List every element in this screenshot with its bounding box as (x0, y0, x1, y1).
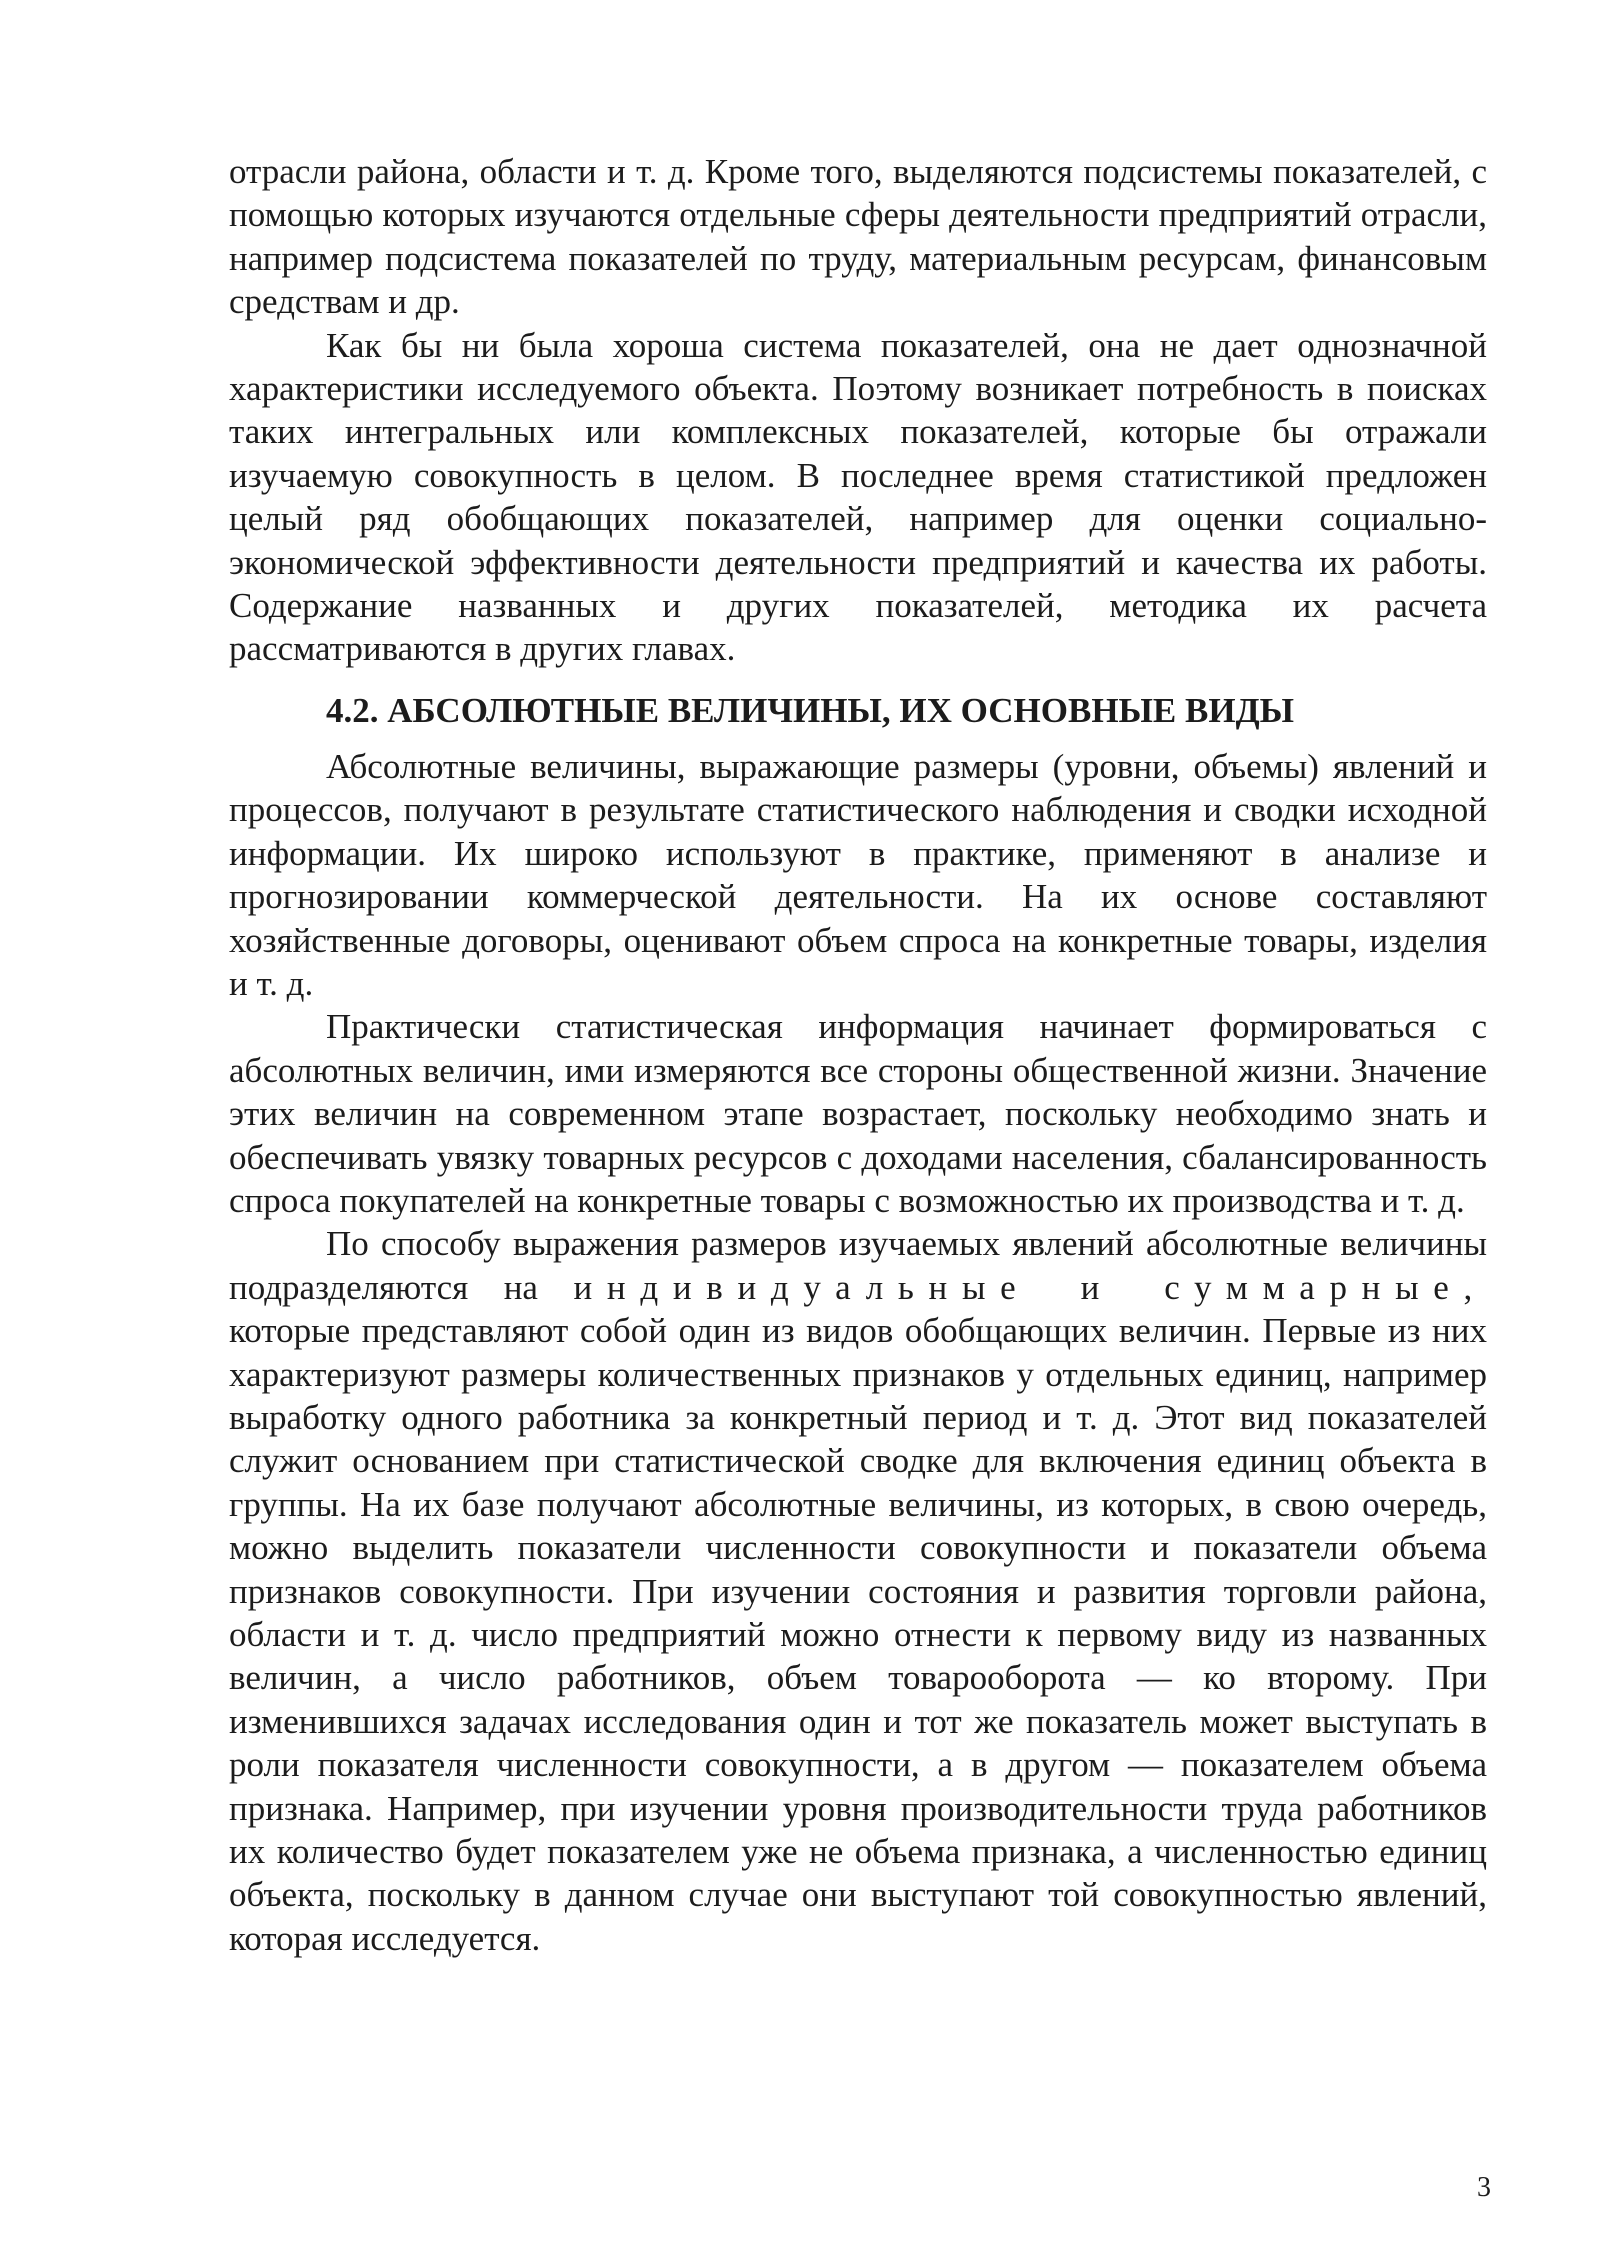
paragraph-text: По способу выражения размеров изучаемых явлений абсолютные величины подразделяются на (229, 1224, 1487, 1307)
paragraph-text: которые представляют собой один из видов обобщающих величин. Первые из них характеризуют размеры количественных признаков у отдельных единиц, например выработку одного работника за конкретный период и т. д. Этот вид показателей служит основанием при статистической сводке для включения единиц объекта в группы. На их базе получают абсолютные величины, из которых, в свою очередь, можно выделить показатели численности совокупности и показатели объема признаков совокупности. При изучении состояния и развития торговли района, области и т. д. число предприятий можно отнести к первому виду из названных величин, а число работников, объем товарооборота — ко второму. При изменившихся задачах исследования один и тот же показатель может выступать в роли показателя численности совокупности, а в другом — показателем объема признака. Например, при изучении уровня производительности труда работников их количество будет показателем уже не объема признака, а численностью единиц объекта, поскольку в данном случае они выступают той совокупностью явлений, которая исследуется. (229, 1311, 1487, 1958)
paragraph-types-of-absolute-values (229, 1222, 1487, 1960)
paragraph-continuation: отрасли района, области и т. д. Кроме того, выделяются подсистемы показателей, с помощью которых изучаются отдельные сферы деятельности предприятий отрасли, например подсистема показателей по труду, материальным ресурсам, финансовым средствам и др. (229, 152, 1487, 322)
conjunction: и (1030, 1267, 1165, 1307)
page-number: 3 (1477, 2172, 1491, 2203)
paragraph-system-of-indicators: Как бы ни была хороша система показателей, она не дает однозначной характеристики исследуемого объекта. Поэтому возникает потребность в поисках таких интегральных или комплексных показателей, которые бы отражали изучаемую совокупность в целом. В последнее время статистикой предложен целый ряд обобщающих показателей, например для оценки социально-экономической эффективности деятельности предприятий и качества их работы. Содержание названных и других показателей, методика их расчета рассматриваются в других главах. (229, 325, 1487, 669)
paragraph-absolute-values: Абсолютные величины, выражающие размеры (уровни, объемы) явлений и процессов, получают в результате статистического наблюдения и сводки исходной информации. Их широко используют в практике, применяют в анализе и прогнозировании коммерческой деятельности. На их основе составляют хозяйственные договоры, оценивают объем спроса на конкретные товары, изделия и т. д. (229, 746, 1487, 1003)
section-heading: 4.2. АБСОЛЮТНЫЕ ВЕЛИЧИНЫ, ИХ ОСНОВНЫЕ ВИДЫ (326, 690, 1295, 730)
term-individual: индивидуальные (573, 1267, 1031, 1307)
term-summary: суммарные, (1164, 1267, 1487, 1307)
paragraph-statistical-information: Практически статистическая информация начинает формироваться с абсолютных величин, ими измеряются все стороны общественной жизни. Значение этих величин на современном этапе возрастает, поскольку необходимо знать и обеспечивать увязку товарных ресурсов с доходами населения, сбалансированность спроса покупателей на конкретные товары с возможностью их производства и т. д. (229, 1007, 1487, 1220)
page-body (229, 150, 1487, 1960)
